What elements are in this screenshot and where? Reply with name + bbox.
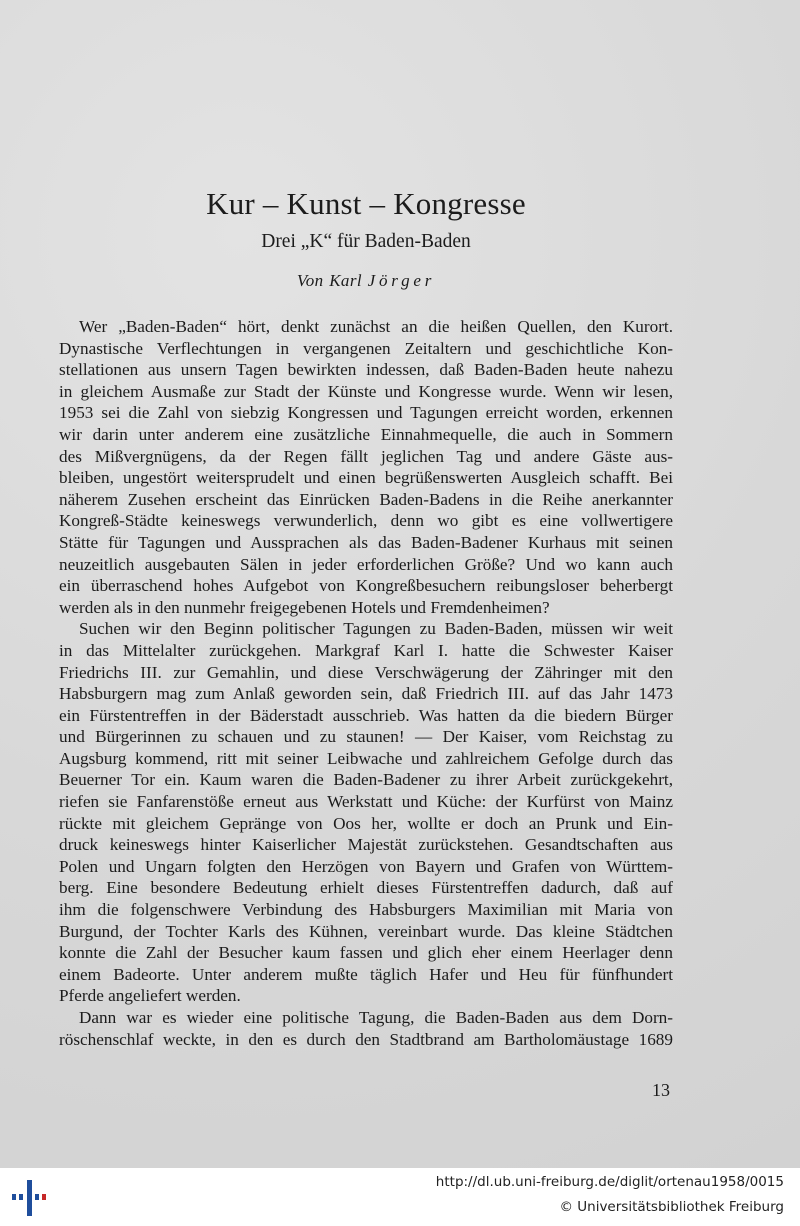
body-line: Stätte für Tagungen und Aussprachen als das Baden-Badener Kurhaus mit seinen xyxy=(59,532,673,552)
body-line: Burgund, der Tochter Karls des Kühnen, vereinbart wurde. Das kleine Städtchen xyxy=(59,921,673,941)
library-logo-icon xyxy=(10,1176,50,1220)
body-line: Kongreß-Städte keineswegs verwunderlich, denn wo gibt es eine vollwertigere xyxy=(59,511,673,531)
article-byline xyxy=(0,271,732,291)
body-line: einem Badeorte. Unter anderem mußte täglich Hafer und Heu für fünfhundert xyxy=(59,964,673,984)
body-line: Friedrichs III. zur Gemahlin, und diese Verschwägerung der Zähringer mit den xyxy=(59,662,673,682)
article-body xyxy=(59,316,673,1050)
body-line: druck keineswegs hinter Kaiserlicher Majestät zurückstehen. Gesandtschaften aus xyxy=(59,835,673,855)
body-line: berg. Eine besondere Bedeutung erhielt dieses Fürstentreffen dadurch, daß auf xyxy=(59,878,673,898)
body-line: Dynastische Verflechtungen in vergangenen Zeitaltern und geschichtliche Kon- xyxy=(59,338,673,358)
body-line: des Mißvergnügens, da der Regen fällt jeglichen Tag und andere Gäste aus- xyxy=(59,446,673,466)
body-line: stellationen aus unsern Tagen bewirkten indessen, daß Baden-Baden heute nahezu xyxy=(59,360,673,380)
footer-copyright: © Universitätsbibliothek Freiburg xyxy=(559,1199,784,1215)
body-line: Pferde angeliefert werden. xyxy=(59,986,241,1006)
body-line: Dann war es wieder eine politische Tagung, die Baden-Baden aus dem Dorn- xyxy=(79,1008,673,1027)
body-line: 1953 sei die Zahl von siebzig Kongressen und Tagungen erreicht worden, erkennen xyxy=(59,403,673,423)
body-line: Suchen wir den Beginn politischer Tagungen zu Baden-Baden, müssen wir weit xyxy=(79,619,673,639)
page-number: 13 xyxy=(652,1080,670,1100)
body-line: Beuerner Tor ein. Kaum waren die Baden-Badener zu ihrer Arbeit zurückgekehrt, xyxy=(59,770,673,790)
body-line: röschenschlaf weckte, in den es durch den Stadtbrand am Bartholomäustage 1689 xyxy=(59,1029,673,1049)
article-subtitle: Drei „K“ für Baden-Baden xyxy=(261,231,471,252)
body-line: in gleichem Ausmaße zur Stadt der Künste und Kongresse wurde. Wenn wir lesen, xyxy=(59,381,673,401)
body-line: ein Fürstentreffen in der Bäderstadt ausschrieb. Was hatten da die biedern Bürger xyxy=(59,705,673,725)
body-line: in das Mittelalter zurückgehen. Markgraf Karl I. hatte die Schwester Kaiser xyxy=(59,640,673,660)
library-footer xyxy=(0,1168,800,1226)
body-line: ihm die folgenschwere Verbindung des Habsburgers Maximilian mit Maria von xyxy=(59,900,673,920)
body-line: ein überraschend hohes Aufgebot von Kongreßbesuchern reibungsloser beherbergt xyxy=(59,576,673,596)
body-line: riefen sie Fanfarenstöße erneut aus Werkstatt und Küche: der Kurfürst von Mainz xyxy=(59,792,673,812)
body-line: Wer „Baden-Baden“ hört, denkt zunächst an die heißen Quellen, den Kurort. xyxy=(79,317,673,336)
body-line: näherem Zusehen erscheint das Einrücken Baden-Badens in die Reihe anerkannter xyxy=(59,489,673,509)
body-line: Habsburgern mag zum Anlaß geworden sein, daß Friedrich III. auf das Jahr 1473 xyxy=(59,684,673,704)
body-line: Augsburg kommend, ritt mit seiner Leibwache und zahlreichem Gefolge durch das xyxy=(59,748,673,768)
body-line: bleiben, ungestört weitersprudelt und einen begrüßenswerten Ausgleich schafft. Bei xyxy=(59,468,673,488)
body-line: Polen und Ungarn folgten den Herzögen von Bayern und Grafen von Württem- xyxy=(59,856,673,876)
body-line: rückte mit gleichem Gepränge von Oos her, wollte er doch an Prunk und Ein- xyxy=(59,813,673,833)
body-line: wir darin unter anderem eine zusätzliche Einnahmequelle, die auch in Sommern xyxy=(59,424,673,444)
body-line: und Bürgerinnen zu schauen und zu staunen! — Der Kaiser, vom Reichstag zu xyxy=(59,727,673,747)
body-line: werden als in den nunmehr freigegebenen Hotels und Fremdenheimen? xyxy=(59,597,550,617)
body-line: neuzeitlich ausgebauten Sälen in jeder erforderlichen Größe? Und wo kann auch xyxy=(59,554,673,574)
body-line: konnte die Zahl der Besucher kaum fassen und glich eher einem Heerlager denn xyxy=(59,943,673,963)
article-title: Kur – Kunst – Kongresse xyxy=(206,186,526,221)
byline-prefix: Von Karl xyxy=(296,271,362,290)
byline-author: Jörger xyxy=(367,271,436,290)
footer-url-link[interactable]: http://dl.ub.uni-freiburg.de/diglit/ortenau1958/0015 xyxy=(435,1174,784,1190)
